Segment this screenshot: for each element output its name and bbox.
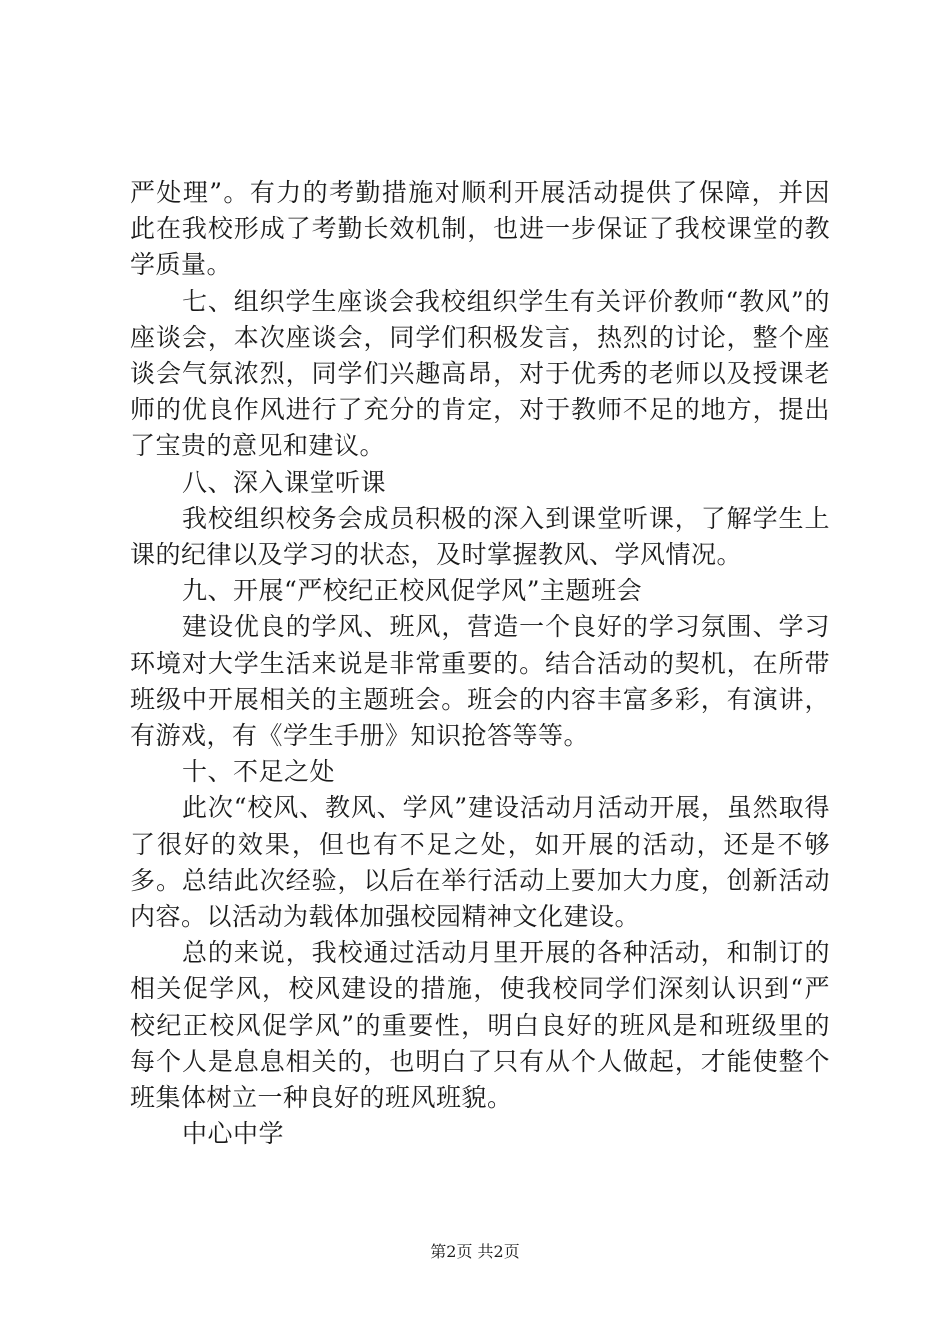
heading-section-9: 九、开展“严校纪正校风促学风”主题班会	[182, 576, 643, 606]
paragraph-section-8: 我校组织校务会成员积极的深入到课堂听课，了解学生上课的纪律以及学习的状态，及时掌握教风、学风情况。	[130, 503, 830, 570]
paragraph-section-10: 此次“校风、教风、学风”建设活动月活动开展，虽然取得了很好的效果，但也有不足之处，如开展的活动，还是不够多。总结此次经验，以后在举行活动上要加大力度，创新活动内容。以活动为载体加强校园精神文化建设。	[130, 793, 830, 932]
heading-section-10: 十、不足之处	[182, 757, 336, 787]
page-number-label: 第2页 共2页	[430, 1242, 520, 1261]
document-body	[130, 175, 830, 1152]
heading-section-8: 八、深入课堂听课	[182, 467, 387, 497]
paragraph-summary: 总的来说，我校通过活动月里开展的各种活动，和制订的相关促学风，校风建设的措施，使我校同学们深刻认识到“严校纪正校风促学风”的重要性，明白良好的班风是和班级里的每个人是息息相关的，也明白了只有从个人做起，才能使整个班集体树立一种良好的班风班貌。	[130, 938, 830, 1113]
signature-school-name: 中心中学	[182, 1119, 285, 1149]
paragraph-continuation: 严处理”。有力的考勤措施对顺利开展活动提供了保障，并因此在我校形成了考勤长效机制，也进一步保证了我校课堂的教学质量。	[130, 178, 830, 280]
paragraph-section-9: 建设优良的学风、班风，营造一个良好的学习氛围、学习环境对大学生活来说是非常重要的。结合活动的契机，在所带班级中开展相关的主题班会。班会的内容丰富多彩，有演讲，有游戏，有《学生手册》知识抢答等等。	[130, 612, 830, 751]
paragraph-section-7: 七、组织学生座谈会我校组织学生有关评价教师“教风”的座谈会，本次座谈会，同学们积极发言，热烈的讨论，整个座谈会气氛浓烈，同学们兴趣高昂，对于优秀的老师以及授课老师的优良作风进行了充分的肯定，对于教师不足的地方，提出了宝贵的意见和建议。	[130, 286, 830, 461]
page-footer	[0, 1242, 950, 1262]
